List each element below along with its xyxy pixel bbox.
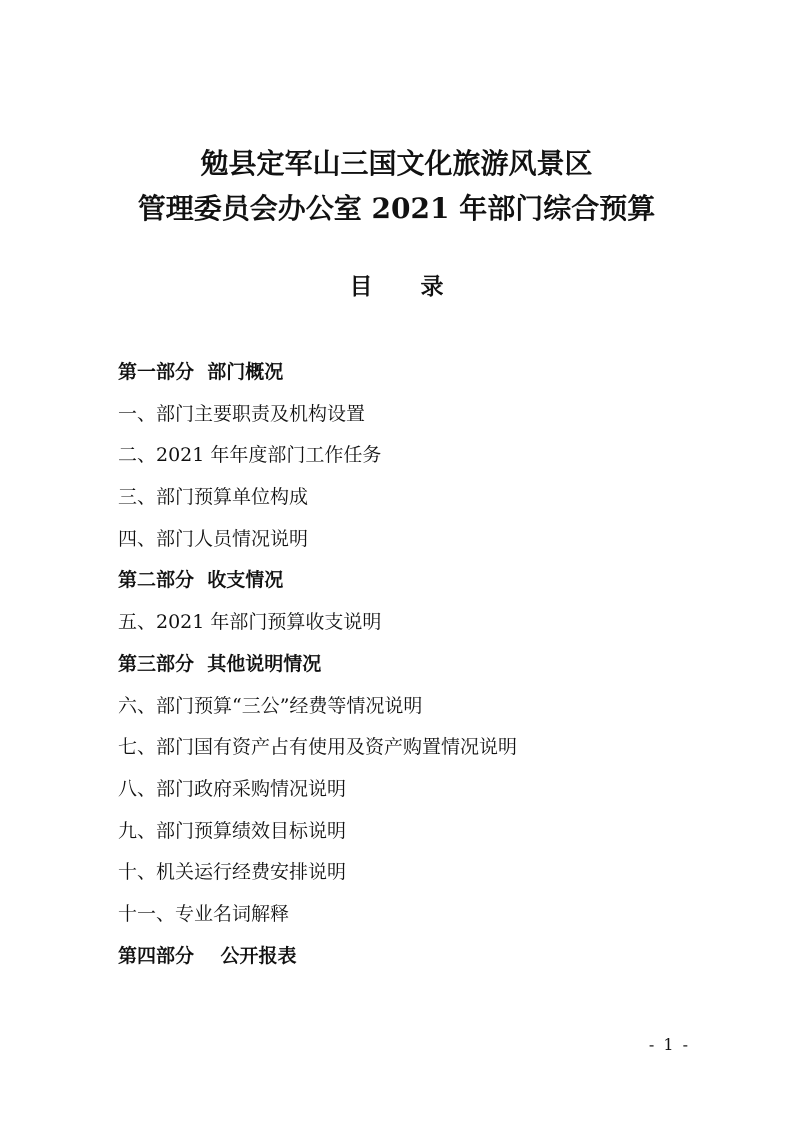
- toc-item-1: 一、部门主要职责及机构设置: [118, 402, 366, 425]
- toc-item-2: 二、2021 年年度部门工作任务: [118, 444, 382, 467]
- toc-item-7: 七、部门国有资产占有使用及资产购置情况说明: [118, 736, 518, 759]
- toc-item-9: 九、部门预算绩效目标说明: [118, 819, 347, 842]
- toc-part-2: 第二部分 收支情况: [118, 569, 284, 592]
- toc-item-8: 八、部门政府采购情况说明: [118, 777, 347, 800]
- table-of-contents: [118, 352, 718, 977]
- toc-item-5: 五、2021 年部门预算收支说明: [118, 611, 382, 634]
- toc-item-3: 三、部门预算单位构成: [118, 486, 309, 509]
- toc-item-4: 四、部门人员情况说明: [118, 527, 309, 550]
- toc-item-11: 十一、专业名词解释: [118, 902, 290, 925]
- document-title-line-2: 管理委员会办公室 2021 年部门综合预算: [137, 192, 656, 225]
- toc-item-6: 六、部门预算“三公”经费等情况说明: [118, 694, 423, 717]
- toc-heading: 目 录: [349, 273, 464, 300]
- toc-item-10: 十、机关运行经费安排说明: [118, 861, 347, 884]
- toc-part-3: 第三部分 其他说明情况: [118, 652, 322, 675]
- document-title-line-1: 勉县定军山三国文化旅游风景区: [200, 147, 593, 180]
- page-number: - 1 -: [648, 1035, 690, 1054]
- toc-part-4: 第四部分 公开报表: [118, 944, 297, 967]
- toc-part-1: 第一部分 部门概况: [118, 361, 284, 383]
